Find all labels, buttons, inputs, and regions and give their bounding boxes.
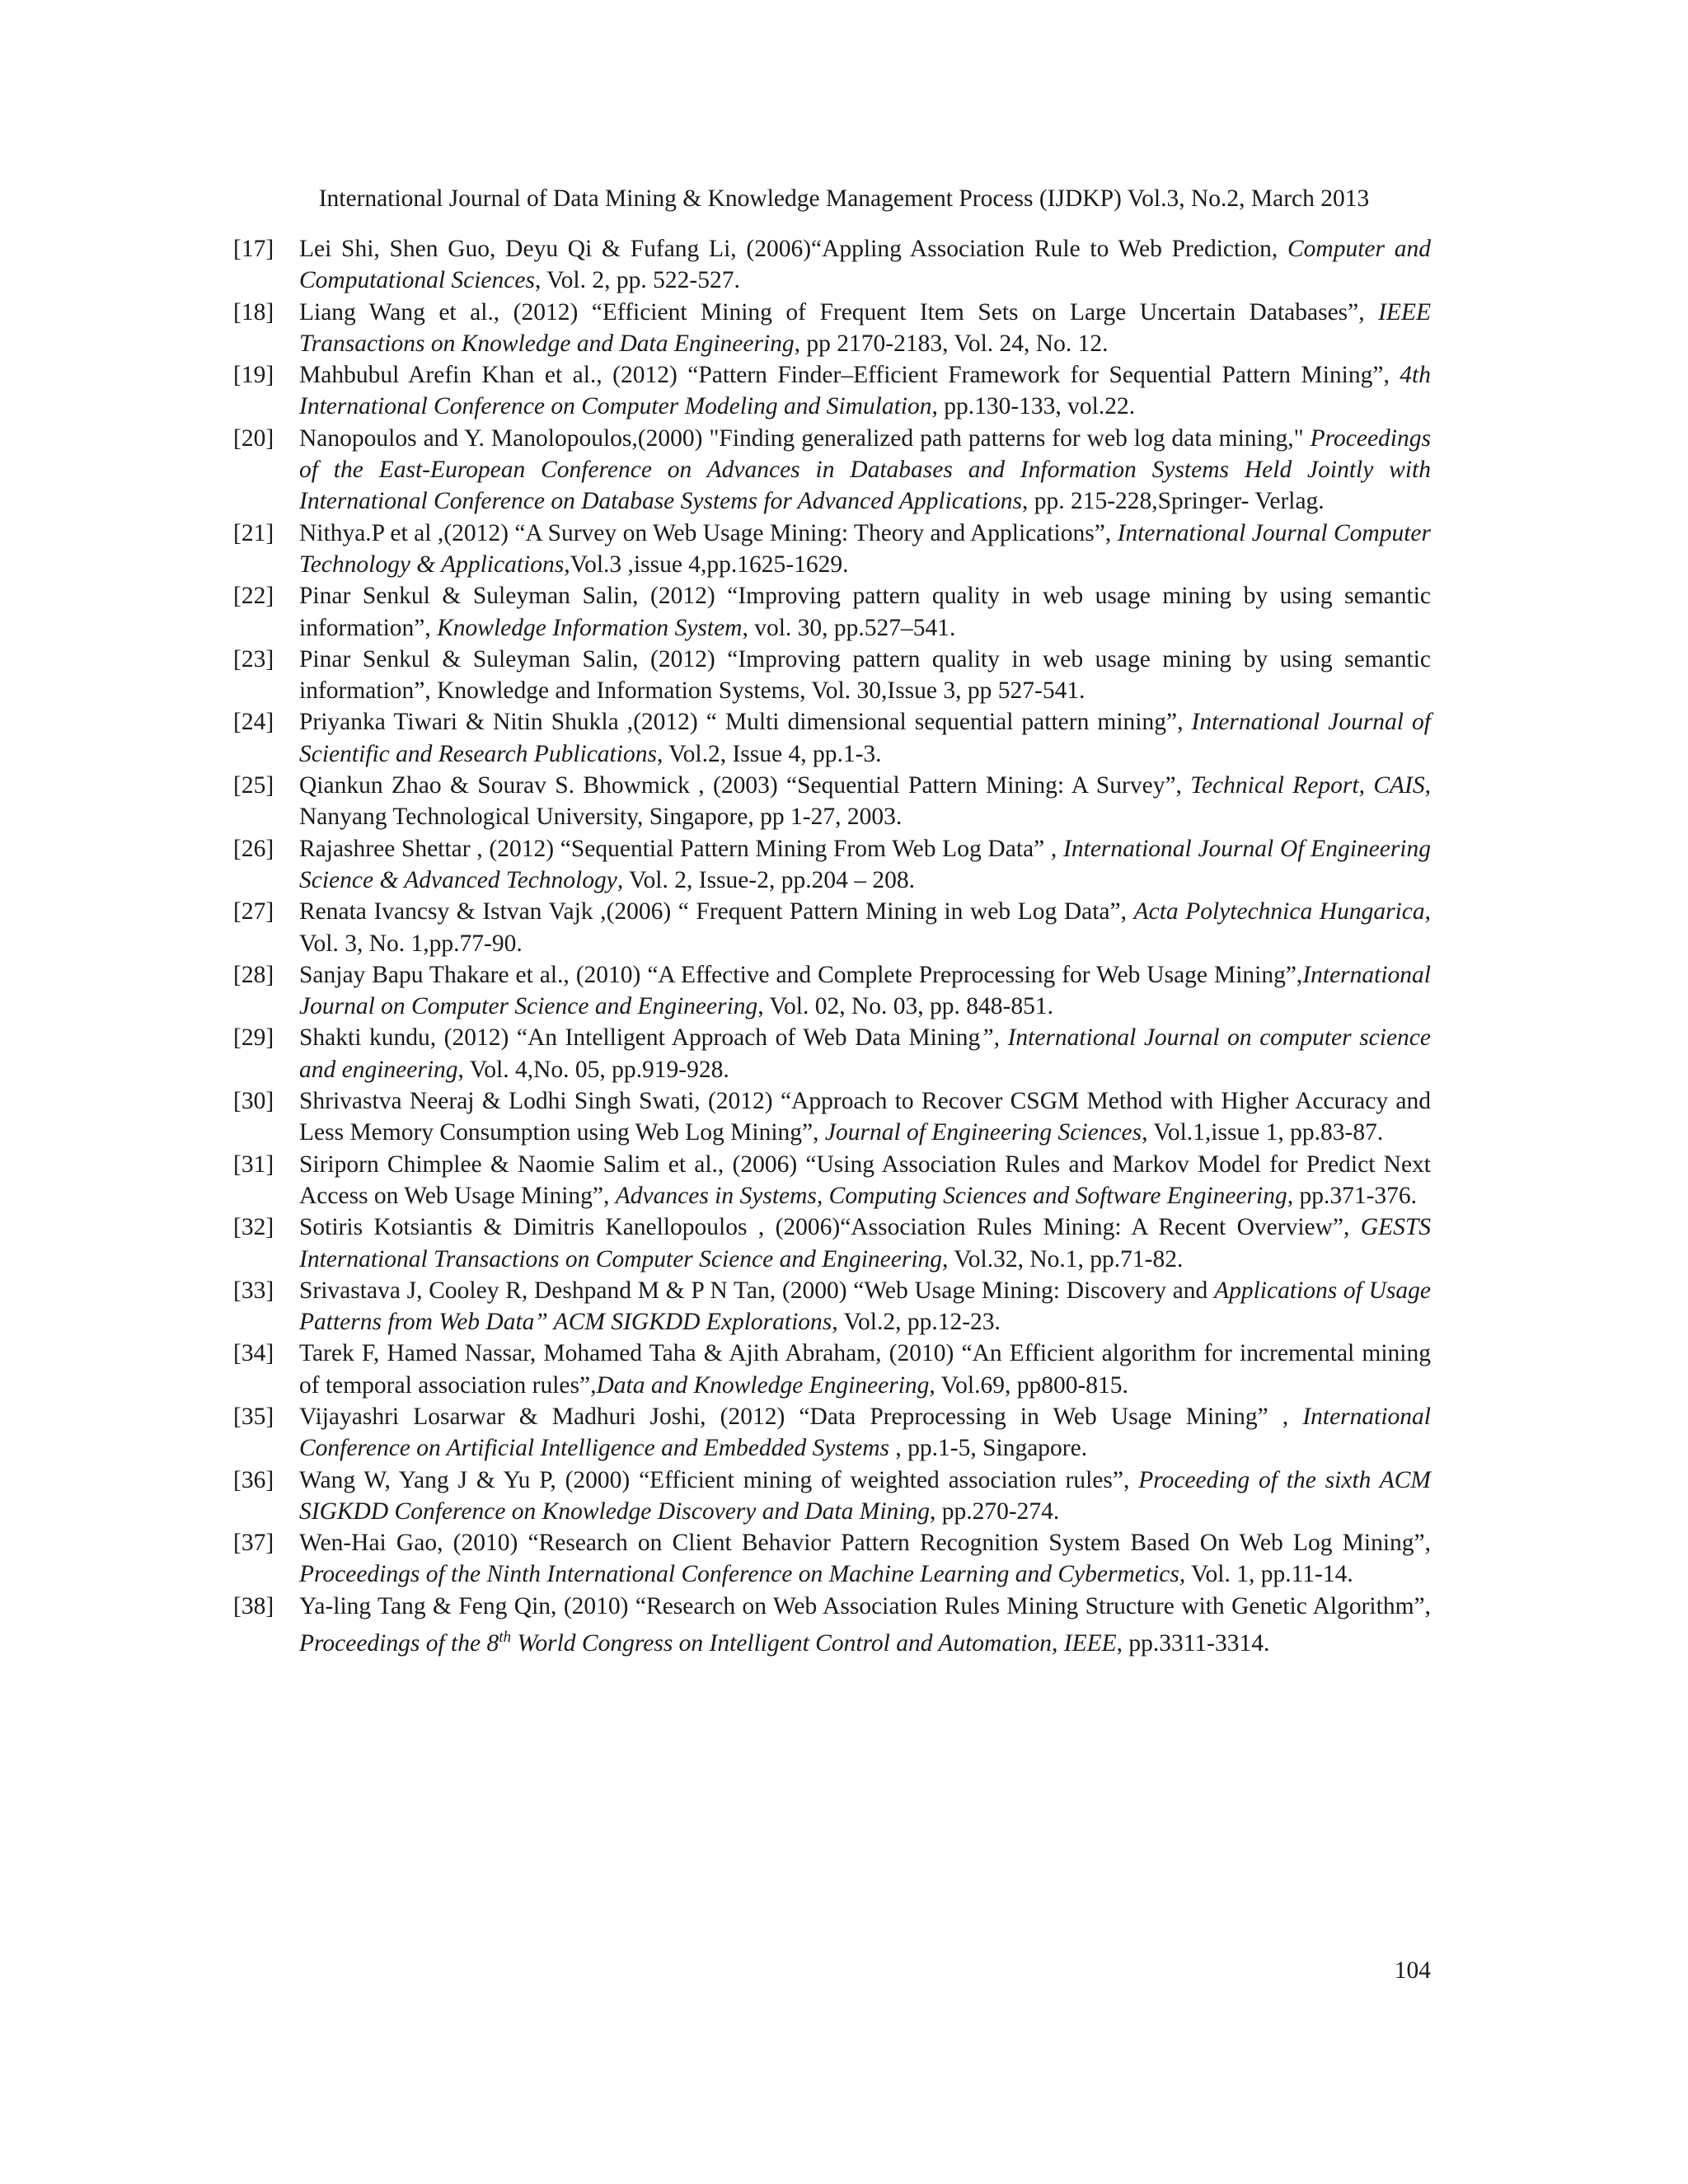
reference-number: [19] xyxy=(233,362,274,389)
reference-segment: , Vol. 2, Issue-2, pp.204 – 208. xyxy=(617,866,915,893)
reference-segment: Vol.2, pp.12-23. xyxy=(837,1309,1001,1336)
reference-item xyxy=(233,896,1431,959)
reference-item xyxy=(233,1149,1431,1212)
reference-segment: Ya-ling Tang & Feng Qin, (2010) “Research on Web Association Rules Mining Structure with Genetic Algorithm”, xyxy=(299,1592,1431,1619)
reference-number: [37] xyxy=(233,1530,274,1557)
reference-item xyxy=(233,297,1431,360)
reference-segment: Liang Wang et al., (2012) “Efficient Mining of Frequent Item Sets on Large Uncertain Databases”, xyxy=(299,298,1379,326)
reference-item xyxy=(233,1527,1431,1591)
reference-text xyxy=(299,706,1431,770)
reference-item xyxy=(233,770,1431,833)
reference-venue: Knowledge Information System xyxy=(437,614,743,641)
reference-text xyxy=(299,359,1431,423)
reference-segment: , vol. 30, pp.527–541. xyxy=(742,614,956,641)
reference-segment: Sotiris Kotsiantis & Dimitris Kanellopoulos , (2006)“Association Rules Mining: A Recent Overview”, xyxy=(299,1214,1361,1241)
reference-venue: 4th International Conference on Computer Modeling and Simulation xyxy=(299,362,1431,420)
reference-segment: Srivastava J, Cooley R, Deshpand M & P N Tan, (2000) “Web Usage Mining: Discovery and xyxy=(299,1277,1215,1304)
reference-segment: Sanjay Bapu Thakare et al., (2010) “A Effective and Complete Preprocessing for Web Usage Mining”, xyxy=(299,961,1303,988)
reference-segment: Mahbubul Arefin Khan et al., (2012) “Pattern Finder–Efficient Framework for Sequential Pattern Mining”, xyxy=(299,362,1400,389)
reference-number: [34] xyxy=(233,1340,274,1367)
reference-item xyxy=(233,1401,1431,1465)
reference-item xyxy=(233,959,1431,1023)
reference-text xyxy=(299,1212,1431,1275)
reference-text xyxy=(299,770,1431,833)
reference-number: [28] xyxy=(233,961,274,988)
reference-text xyxy=(299,1465,1431,1528)
reference-number: [32] xyxy=(233,1214,274,1241)
reference-venue: Proceedings of the Ninth International Conference on Machine Learning and Cybermetics, xyxy=(299,1561,1186,1588)
reference-number: [21] xyxy=(233,519,274,546)
reference-text xyxy=(299,423,1431,518)
reference-segment: Qiankun Zhao & Sourav S. Bhowmick , (2003) “Sequential Pattern Mining: A Survey”, xyxy=(299,772,1191,799)
reference-text xyxy=(299,1149,1431,1212)
reference-venue: IEEE Transactions on Knowledge and Data Engineering xyxy=(299,298,1431,357)
reference-venue: Computer and Computational Sciences xyxy=(299,236,1431,294)
reference-segment: , Vol.2, Issue 4, pp.1-3. xyxy=(656,740,882,767)
reference-segment: Vol.1,issue 1, pp.83-87. xyxy=(1147,1119,1384,1146)
reference-text xyxy=(299,1401,1431,1465)
reference-number: [23] xyxy=(233,645,274,673)
reference-segment: Vijayashri Losarwar & Madhuri Joshi, (2012) “Data Preprocessing in Web Usage Mining” , xyxy=(299,1403,1303,1430)
reference-segment: , Nanyang Technological University, Singapore, pp 1-27, 2003. xyxy=(299,772,1431,831)
reference-segment: Tarek F, Hamed Nassar, Mohamed Taha & Ajith Abraham, (2010) “An Efficient algorithm for incremental mining of temporal association rules”, xyxy=(299,1340,1431,1399)
reference-segment: Nithya.P et al ,(2012) “A Survey on Web Usage Mining: Theory and Applications”, xyxy=(299,519,1118,546)
reference-number: [17] xyxy=(233,236,274,262)
reference-text xyxy=(299,233,1431,297)
reference-text xyxy=(299,896,1431,959)
reference-segment: , Vol. 4,No. 05, pp.919-928. xyxy=(457,1056,729,1083)
reference-venue: Proceedings of the East-European Conference on Advances in Databases and Information Systems Held Jointly with International Conference on Database Systems for Advanced Applications xyxy=(299,424,1431,515)
reference-item xyxy=(233,1085,1431,1149)
reference-item xyxy=(233,706,1431,770)
reference-text xyxy=(299,959,1431,1023)
reference-venue: Journal of Engineering Sciences, xyxy=(824,1119,1148,1146)
reference-text xyxy=(299,1591,1431,1659)
reference-text xyxy=(299,1275,1431,1338)
reference-segment: Shakti kundu, (2012) “An Intelligent Approach of Web Data Mining xyxy=(299,1024,981,1052)
reference-text xyxy=(299,1085,1431,1149)
reference-segment: Priyanka Tiwari & Nitin Shukla ,(2012) “ Multi dimensional sequential pattern mining”, xyxy=(299,709,1192,736)
reference-venue: World Congress on Intelligent Control and Automation, IEEE xyxy=(511,1629,1117,1657)
reference-item xyxy=(233,833,1431,897)
reference-item xyxy=(233,1275,1431,1338)
reference-item xyxy=(233,644,1431,707)
reference-segment: , Vol. 3, No. 1,pp.77-90. xyxy=(299,898,1432,957)
reference-number: [29] xyxy=(233,1024,274,1052)
reference-segment: Nanopoulos and Y. Manolopoulos,(2000) "Finding generalized path patterns for web log data mining," xyxy=(299,424,1311,452)
reference-venue: International Conference on Artificial Intelligence and Embedded Systems xyxy=(299,1403,1431,1462)
reference-segment: Vol.32, No.1, pp.71-82. xyxy=(948,1245,1184,1272)
reference-number: [27] xyxy=(233,898,274,926)
reference-item xyxy=(233,1212,1431,1275)
reference-segment: pp.371-376. xyxy=(1293,1182,1418,1209)
reference-text xyxy=(299,580,1431,644)
reference-segment: Vol. 1, pp.11-14. xyxy=(1185,1561,1353,1588)
reference-segment: , Vol. 2, pp. 522-527. xyxy=(534,267,740,294)
reference-venue: GESTS International Transactions on Computer Science and Engineering, xyxy=(299,1214,1431,1272)
reference-venue: International Journal Of Engineering Science & Advanced Technology xyxy=(299,835,1432,893)
reference-number: [22] xyxy=(233,583,274,610)
reference-venue: Data and Knowledge Engineering, xyxy=(596,1371,935,1399)
reference-number: [38] xyxy=(233,1592,274,1619)
reference-segment: Siriporn Chimplee & Naomie Salim et al., (2006) “Using Association Rules and Markov Model for Predict Next Access on Web Usage Mining”, xyxy=(299,1151,1431,1209)
reference-item xyxy=(233,1338,1431,1401)
reference-venue: International Journal on Computer Science and Engineering xyxy=(299,961,1431,1020)
reference-segment: , pp.130-133, vol.22. xyxy=(931,393,1136,420)
reference-venue: Applications of Usage Patterns from Web Data” ACM SIGKDD Explorations, xyxy=(299,1277,1432,1336)
reference-text xyxy=(299,833,1431,897)
reference-number: [25] xyxy=(233,772,274,799)
reference-segment: , pp. 215-228,Springer- Verlag. xyxy=(1021,488,1325,515)
reference-text xyxy=(299,1022,1431,1085)
reference-item xyxy=(233,580,1431,644)
reference-segment: Wang W, Yang J & Yu P, (2000) “Efficient mining of weighted association rules”, xyxy=(299,1466,1139,1493)
reference-venue: International Journal of Scientific and Research Publications xyxy=(299,709,1431,767)
reference-venue: ”, International Journal on computer science and engineering xyxy=(299,1024,1431,1083)
reference-item xyxy=(233,1022,1431,1085)
reference-number: [36] xyxy=(233,1466,274,1493)
reference-segment: Lei Shi, Shen Guo, Deyu Qi & Fufang Li, (2006)“Appling Association Rule to Web Prediction, xyxy=(299,236,1287,262)
reference-item xyxy=(233,1465,1431,1528)
reference-segment: Vol.69, pp800-815. xyxy=(935,1371,1128,1399)
reference-segment: ,Vol.3 ,issue 4,pp.1625-1629. xyxy=(564,551,849,578)
reference-venue: Proceedings of the 8 xyxy=(299,1629,499,1657)
reference-venue: Acta Polytechnica Hungarica xyxy=(1133,898,1425,926)
reference-text xyxy=(299,297,1431,360)
journal-header: International Journal of Data Mining & Knowledge Management Process (IJDKP) Vol.3, No.2, March 2013 xyxy=(318,185,1370,212)
reference-text xyxy=(299,518,1431,581)
reference-number: [35] xyxy=(233,1403,274,1430)
reference-segment: Shrivastva Neeraj & Lodhi Singh Swati, (2012) “Approach to Recover CSGM Method with Higher Accuracy and Less Memory Consumption using Web Log Mining”, xyxy=(299,1088,1431,1146)
reference-segment: , Vol. 02, No. 03, pp. 848-851. xyxy=(757,993,1053,1020)
reference-venue: Proceeding of the sixth ACM SIGKDD Conference on Knowledge Discovery and Data Mining xyxy=(299,1466,1431,1525)
reference-number: [20] xyxy=(233,424,274,452)
reference-number: [24] xyxy=(233,709,274,736)
reference-number: [31] xyxy=(233,1151,274,1178)
reference-venue: Advances in Systems, Computing Sciences and Software Engineering, xyxy=(615,1182,1294,1209)
reference-number: [26] xyxy=(233,835,274,862)
reference-number: [18] xyxy=(233,298,274,326)
reference-venue: International Journal Computer Technology & Applications xyxy=(299,519,1431,578)
reference-segment: Wen-Hai Gao, (2010) “Research on Client Behavior Pattern Recognition System Based On Web Log Mining”, xyxy=(299,1530,1431,1557)
reference-segment: Rajashree Shettar , (2012) “Sequential Pattern Mining From Web Log Data” , xyxy=(299,835,1064,862)
reference-item xyxy=(233,359,1431,423)
reference-venue: th xyxy=(499,1629,512,1647)
reference-item xyxy=(233,1591,1431,1659)
reference-segment: Pinar Senkul & Suleyman Salin, (2012) “Improving pattern quality in web usage mining by using semantic information”, Knowledge and Information Systems, Vol. 30,Issue 3, pp 527-541. xyxy=(299,645,1431,705)
reference-segment: , pp.1-5, Singapore. xyxy=(889,1435,1088,1462)
reference-venue: Technical Report, CAIS xyxy=(1190,772,1425,799)
reference-text xyxy=(299,1527,1431,1591)
reference-list xyxy=(233,233,1431,1659)
reference-segment: , pp.270-274. xyxy=(929,1497,1060,1525)
reference-text xyxy=(299,1338,1431,1401)
reference-item xyxy=(233,518,1431,581)
reference-segment: , pp.3311-3314. xyxy=(1116,1629,1270,1657)
reference-segment: , pp 2170-2183, Vol. 24, No. 12. xyxy=(794,330,1109,357)
reference-segment: Renata Ivancsy & Istvan Vajk ,(2006) “ Frequent Pattern Mining in web Log Data”, xyxy=(299,898,1134,926)
reference-item xyxy=(233,233,1431,297)
reference-text xyxy=(299,644,1431,707)
reference-number: [30] xyxy=(233,1088,274,1115)
reference-item xyxy=(233,423,1431,518)
reference-segment: Pinar Senkul & Suleyman Salin, (2012) “Improving pattern quality in web usage mining by using semantic information”, xyxy=(299,583,1431,641)
reference-number: [33] xyxy=(233,1277,274,1304)
page-number: 104 xyxy=(1394,1957,1431,1984)
